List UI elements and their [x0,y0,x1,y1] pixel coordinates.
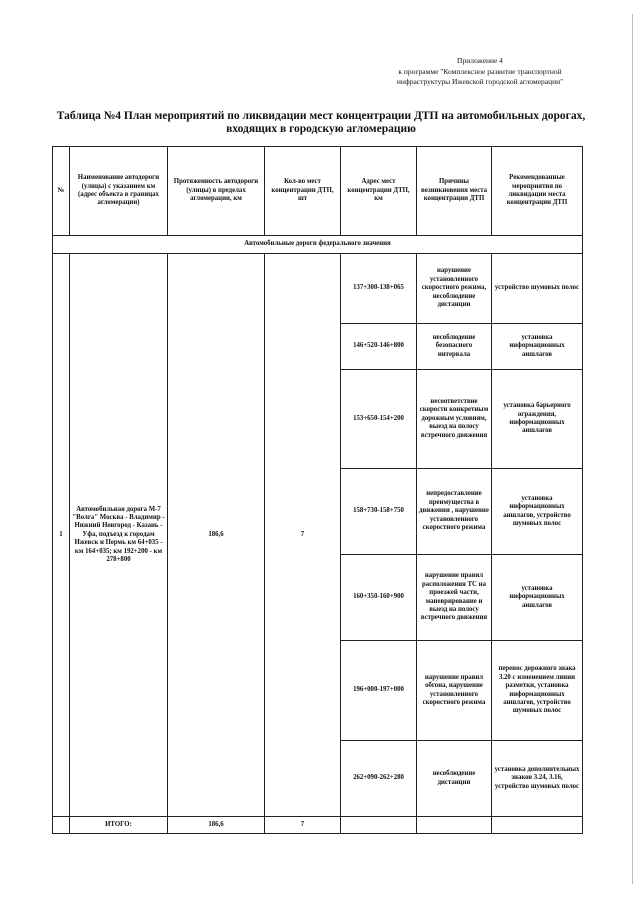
place-measure: устройство шумовых полос [492,254,583,324]
total-length: 186,6 [168,817,265,834]
scan-edge [632,14,635,884]
place-cause: несоблюдение безопасного интервала [417,324,492,370]
col-header-cause: Причины возникновения места концентрации ДТП [417,147,492,236]
place-measure: установка дополнительных знаков 3.24, 3.16, устройство шумовых полос [492,741,583,817]
place-address: 158+730-158+750 [341,469,417,555]
total-row [53,817,583,834]
place-measure: установка информационных аншлагов [492,324,583,370]
total-empty [492,817,583,834]
total-empty [53,817,70,834]
road-length: 186,6 [168,254,265,817]
place-address: 146+520-146+800 [341,324,417,370]
place-address: 196+000-197+000 [341,641,417,741]
appendix-line: к программе "Комплексное развитие транспортной [398,66,562,76]
appendix-line: инфраструктуры Ижевской городской агломерации" [396,77,564,86]
place-address: 160+350-160+900 [341,555,417,641]
place-address: 137+300-138+065 [341,254,417,324]
title-line: Таблица №4 План мероприятий по ликвидации мест концентрации ДТП на автомобильных дорогах, [56,110,586,122]
col-header-number: № [53,147,70,236]
col-header-address: Адрес мест концентрации ДТП, км [341,147,417,236]
header-row [53,147,583,236]
col-header-measure: Рекомендованные мероприятия по ликвидации места концентрации ДТП [492,147,583,236]
place-measure: установка барьерного ограждения, информационных аншлагов [492,370,583,469]
col-header-length: Протяженность автодороги (улицы) в пределах агломерации, км [168,147,265,236]
total-empty [417,817,492,834]
col-header-road: Наименование автодороги (улицы) с указанием км (адрес объекта в границах агломерации) [70,147,168,236]
place-cause: непредоставление преимущества в движении , нарушение установленного скоростного режима [417,469,492,555]
place-cause: нарушение установленного скоростного режима, несоблюдение дистанции [417,254,492,324]
place-measure: перенос дорожного знака 3.20 с изменением линии разметки, установка информационных аншлагов, устройство шумовых полос [492,641,583,741]
place-cause: несоответствие скорости конкретным дорожным условиям, выезд на полосу встречного движения [417,370,492,469]
total-label: ИТОГО: [70,817,168,834]
title-line: входящих в городскую агломерацию [226,123,416,135]
total-empty [341,817,417,834]
appendix-line: Приложение 4 [457,56,503,65]
appendix-note [360,56,600,88]
place-cause: нарушение правил обгона, нарушение установленного скоростного режима [417,641,492,741]
place-count: 7 [265,254,341,817]
place-cause: нарушение правил расположения ТС на проезжей части, маневрирование и выезд на полосу встречного движения [417,555,492,641]
place-address: 153+650-154+200 [341,370,417,469]
road-name: Автомобильная дорога М-7 "Волга" Москва - Владимир - Нижний Новгород - Казань - Уфа, подъезд к городам Ижевск и Пермь км 64+035 - км 164+035; км 192+200 - км 278+800 [70,254,168,817]
place-cause: несоблюдение дистанции [417,741,492,817]
table-row [53,254,583,324]
section-label: Автомобильные дороги федерального значения [53,236,583,254]
row-number: 1 [53,254,70,817]
col-header-count: Кол-во мест концентрации ДТП, шт [265,147,341,236]
place-measure: установка информационных аншлагов, устройство шумовых полос [492,469,583,555]
total-count: 7 [265,817,341,834]
section-row [53,236,583,254]
place-measure: установка информационных аншлагов [492,555,583,641]
table-title [38,110,604,136]
measures-table [52,146,583,834]
place-address: 262+090-262+280 [341,741,417,817]
